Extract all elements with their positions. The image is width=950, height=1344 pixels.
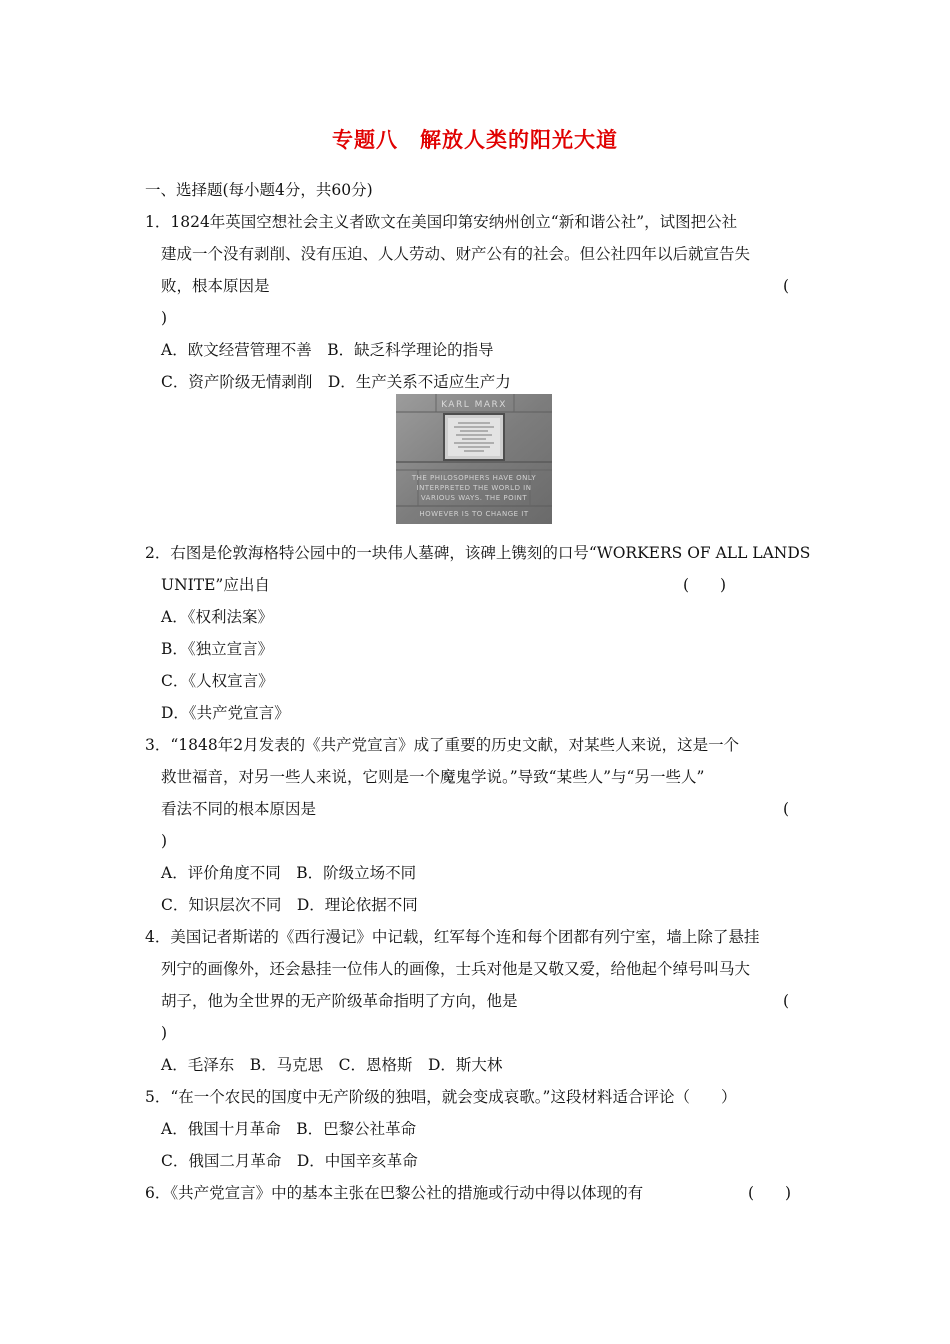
q3-answer-paren-close: ): [161, 832, 168, 850]
q1-answer-paren-open: (: [783, 277, 790, 295]
q2-option-b: B．《独立宣言》: [161, 640, 274, 658]
q6-answer-paren: ( ): [748, 1184, 792, 1202]
q5-options-ab: A．俄国十月革命 B．巴黎公社革命: [161, 1120, 417, 1138]
q1-stem-line1: 1．1824年英国空想社会主义者欧文在美国印第安纳州创立“新和谐公社”，试图把公社: [145, 213, 738, 231]
q2-stem-line1: 2．右图是伦敦海格特公园中的一块伟人墓碑，该碑上镌刻的口号“WORKERS OF ALL LANDS: [145, 544, 811, 562]
q1-options-cd: C．资产阶级无情剥削 D．生产关系不适应生产力: [161, 373, 511, 391]
q3-answer-paren-open: (: [783, 800, 790, 818]
q4-stem-line1: 4．美国记者斯诺的《西行漫记》中记载，红军每个连和每个团都有列宁室，墙上除了悬挂: [145, 928, 760, 946]
tombstone-name: KARL MARX: [441, 400, 507, 410]
q2-answer-paren: ( ): [683, 576, 727, 594]
q1-options-ab: A．欧文经营管理不善 B．缺乏科学理论的指导: [161, 341, 494, 359]
q3-options-cd: C．知识层次不同 D．理论依据不同: [161, 896, 418, 914]
q5-options-cd: C．俄国二月革命 D．中国辛亥革命: [161, 1152, 418, 1170]
q4-answer-paren-close: ): [161, 1024, 168, 1042]
q5-stem-line1: 5．“在一个农民的国度中无产阶级的独唱，就会变成哀歌。”这段材料适合评论（ ）: [145, 1088, 737, 1106]
q2-option-d: D．《共产党宣言》: [161, 704, 290, 722]
q4-answer-paren-open: (: [783, 992, 790, 1010]
tombstone-photo: [396, 394, 552, 524]
section-heading: 一、选择题(每小题4分，共60分): [145, 181, 373, 199]
inscription-line-1: THE PHILOSOPHERS HAVE ONLY: [411, 474, 537, 482]
q2-option-c: C．《人权宣言》: [161, 672, 274, 690]
inscription-line-3: VARIOUS WAYS. THE POINT: [420, 494, 528, 502]
q1-stem-line2: 建成一个没有剥削、没有压迫、人人劳动、财产公有的社会。但公社四年以后就宣告失: [161, 245, 751, 263]
q2-stem-line2: UNITE”应出自: [161, 576, 270, 594]
q4-stem-line3: 胡子，他为全世界的无产阶级革命指明了方向，他是: [161, 992, 518, 1010]
q1-answer-paren-close: ): [161, 309, 168, 327]
tombstone-illustration: [396, 394, 552, 524]
page-title: 专题八 解放人类的阳光大道: [332, 128, 618, 152]
q6-stem-line1: 6．《共产党宣言》中的基本主张在巴黎公社的措施或行动中得以体现的有: [145, 1184, 644, 1202]
q1-stem-line3: 败，根本原因是: [161, 277, 270, 295]
q3-stem-line2: 救世福音，对另一些人来说，它则是一个魔鬼学说。”导致“某些人”与“另一些人”: [161, 768, 705, 786]
inscription-line-4: HOWEVER IS TO CHANGE IT: [419, 510, 529, 518]
q3-stem-line3: 看法不同的根本原因是: [161, 800, 317, 818]
q2-option-a: A．《权利法案》: [161, 608, 273, 626]
q4-options: A．毛泽东 B．马克思 C．恩格斯 D．斯大林: [161, 1056, 503, 1074]
q3-stem-line1: 3．“1848年2月发表的《共产党宣言》成了重要的历史文献，对某些人来说，这是一个: [145, 736, 740, 754]
q3-options-ab: A．评价角度不同 B．阶级立场不同: [161, 864, 417, 882]
inscription-line-2: INTERPRETED THE WORLD IN: [416, 484, 532, 492]
q4-stem-line2: 列宁的画像外，还会悬挂一位伟人的画像，士兵对他是又敬又爱，给他起个绰号叫马大: [161, 960, 751, 978]
